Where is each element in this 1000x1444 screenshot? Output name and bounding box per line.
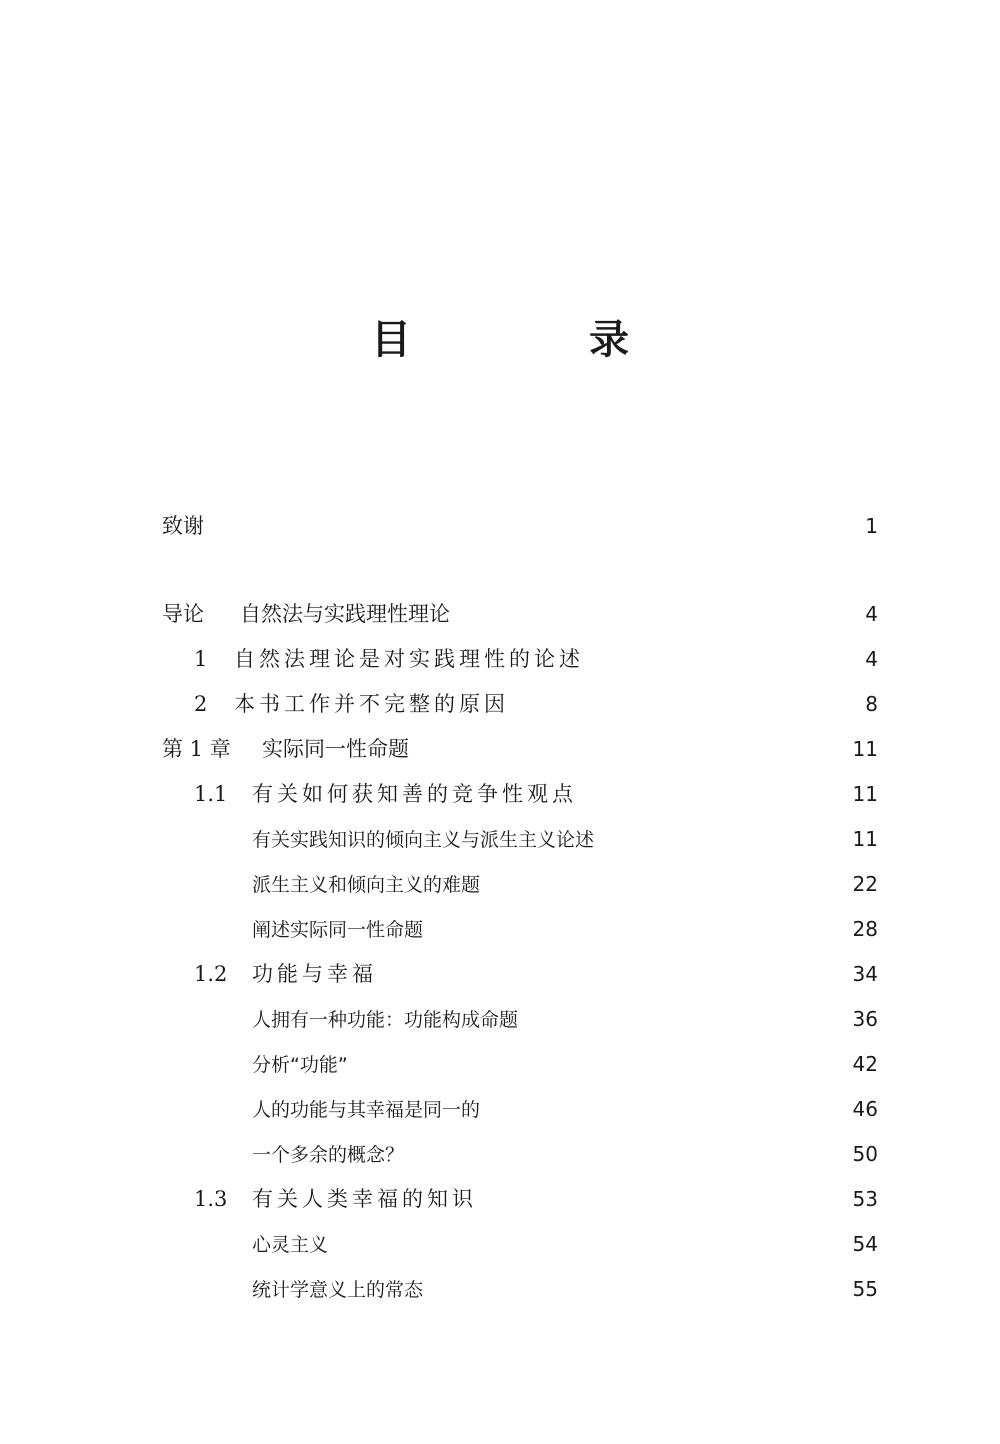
- toc-entry[interactable]: [252, 906, 878, 941]
- dot-leader: [590, 636, 861, 666]
- toc-entry-page: 8: [865, 692, 878, 716]
- toc-entry-page: 55: [852, 1277, 878, 1301]
- dot-leader: [456, 591, 861, 621]
- toc-entry-title: 阐述实际同一性命题: [252, 919, 424, 941]
- toc-entry-title: 人拥有一种功能：功能构成命题: [252, 1009, 519, 1031]
- toc-entry-page: 36: [852, 1007, 878, 1031]
- toc-entry-title: 人的功能与其幸福是同一的: [252, 1099, 481, 1121]
- toc-entry-page: 28: [852, 917, 878, 941]
- toc-entry-number: 2: [194, 692, 208, 716]
- toc-entry-number: 第 1 章: [162, 737, 231, 761]
- dot-leader: [383, 951, 849, 981]
- toc-entry[interactable]: [162, 503, 878, 538]
- toc-entry[interactable]: [162, 726, 878, 761]
- dot-leader: [334, 1221, 849, 1251]
- dot-leader: [415, 726, 849, 756]
- toc-entry-number: 1.3: [194, 1187, 228, 1211]
- toc-entry-number: 1.2: [194, 962, 228, 986]
- dot-leader: [429, 906, 849, 936]
- page-title: 目 录: [371, 317, 711, 363]
- toc-entry[interactable]: [252, 1041, 878, 1076]
- toc-entry-page: 50: [852, 1142, 878, 1166]
- toc-entry-number: 1: [194, 647, 208, 671]
- toc-entry-title: 统计学意义上的常态: [252, 1279, 424, 1301]
- toc-entry-page: 11: [852, 782, 878, 806]
- dot-leader: [524, 996, 849, 1026]
- toc-entry-page: 11: [852, 827, 878, 851]
- toc-entry-title: 有关人类幸福的知识: [252, 1187, 477, 1211]
- toc-entry[interactable]: [194, 771, 878, 806]
- toc-entry-title: 一个多余的概念？: [252, 1144, 405, 1166]
- dot-leader: [210, 503, 861, 533]
- toc-entry-page: 4: [865, 602, 878, 626]
- dot-leader: [486, 861, 849, 891]
- toc-entry-title: 有关如何获知善的竞争性观点: [252, 782, 577, 806]
- toc-entry-title: 有关实践知识的倾向主义与派生主义论述: [252, 829, 595, 851]
- toc-entry[interactable]: [252, 1221, 878, 1256]
- dot-leader: [515, 681, 861, 711]
- dot-leader: [410, 1131, 849, 1161]
- toc-entry[interactable]: [194, 1176, 878, 1211]
- toc-entry-title: 自然法与实践理性理论: [240, 602, 450, 626]
- toc-entry[interactable]: [194, 636, 878, 671]
- toc-entry-title: 本书工作并不完整的原因: [234, 692, 509, 716]
- toc-entry-page: 46: [852, 1097, 878, 1121]
- toc-entry-page: 1: [865, 514, 878, 538]
- toc-entry-number: 导论: [162, 602, 204, 626]
- dot-leader: [354, 1041, 849, 1071]
- dot-leader: [600, 816, 849, 846]
- toc-entry[interactable]: [194, 951, 878, 986]
- toc-entry-title: 致谢: [162, 514, 204, 538]
- toc-entry-page: 11: [852, 737, 878, 761]
- toc-entry[interactable]: [252, 1131, 878, 1166]
- toc-entry-number: 1.1: [194, 782, 228, 806]
- toc-entry-title: 自然法理论是对实践理性的论述: [234, 647, 584, 671]
- toc-entry-page: 4: [865, 647, 878, 671]
- toc-entry[interactable]: [252, 1266, 878, 1301]
- toc-entry[interactable]: [194, 681, 878, 716]
- toc-entry[interactable]: [162, 591, 878, 626]
- dot-leader: [486, 1086, 849, 1116]
- toc-entry-page: 54: [852, 1232, 878, 1256]
- toc-entry-page: 42: [852, 1052, 878, 1076]
- toc-entry-title: 功能与幸福: [252, 962, 377, 986]
- toc-entry[interactable]: [252, 1086, 878, 1121]
- toc-entry-title: 分析“功能”: [252, 1054, 348, 1076]
- toc-entry[interactable]: [252, 861, 878, 896]
- toc-entry-title: 派生主义和倾向主义的难题: [252, 874, 481, 896]
- toc-entry[interactable]: [252, 996, 878, 1031]
- dot-leader: [429, 1266, 849, 1296]
- toc-entry-page: 53: [852, 1187, 878, 1211]
- toc-entry-page: 22: [852, 872, 878, 896]
- dot-leader: [583, 771, 849, 801]
- toc-entry-page: 34: [852, 962, 878, 986]
- toc-entry-title: 实际同一性命题: [262, 737, 409, 761]
- toc-entry-title: 心灵主义: [252, 1234, 329, 1256]
- toc-entry[interactable]: [252, 816, 878, 851]
- dot-leader: [483, 1176, 849, 1206]
